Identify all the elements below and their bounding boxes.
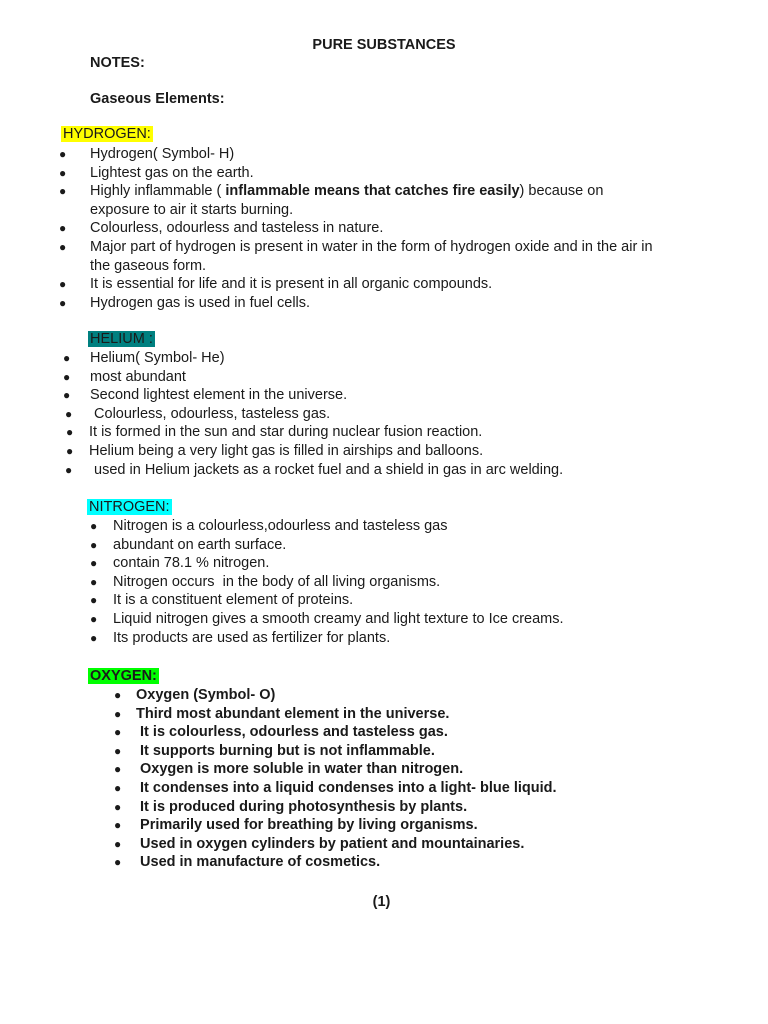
list-item: ● It is essential for life and it is present in all organic compounds. — [59, 276, 493, 293]
bullet-icon: ● — [114, 706, 122, 721]
list-item: ● Second lightest element in the universe. — [63, 387, 348, 404]
bullet-icon: ● — [66, 443, 74, 458]
bullet-icon: ● — [59, 277, 67, 292]
bullet-icon: ● — [90, 537, 98, 552]
bullet-icon: ● — [114, 743, 122, 758]
hydrogen-heading: HYDROGEN: — [63, 126, 151, 142]
bullet-icon: ● — [65, 462, 73, 477]
bullet-icon: ● — [114, 725, 122, 740]
hydrogen-list — [0, 145, 768, 312]
list-item: ● Lightest gas on the earth. — [59, 164, 254, 181]
list-item: ● Major part of hydrogen is present in water in the form of hydrogen oxide and in the air in the gaseous form. — [59, 238, 653, 274]
bullet-icon: ● — [63, 388, 71, 403]
list-item: ● Highly inflammable ( inflammable means that catches fire easily) because on exposure to air it starts burning. — [59, 183, 604, 218]
bullet-icon: ● — [114, 688, 122, 702]
list-item: ● It supports burning but is not inflammable. — [114, 742, 435, 759]
definition-emphasis: inflammable means that catches fire easily — [225, 183, 520, 200]
bullet-icon: ● — [114, 780, 122, 795]
list-item: ● Hydrogen( Symbol- H) — [59, 146, 235, 162]
list-item: ● Primarily used for breathing by living organisms. — [114, 817, 478, 834]
list-item: ● Oxygen is more soluble in water than nitrogen. — [114, 761, 464, 778]
bullet-icon: ● — [114, 836, 122, 851]
nitrogen-list — [0, 517, 768, 647]
oxygen-list — [0, 686, 768, 872]
list-item: ● It condenses into a liquid condenses into a light- blue liquid. — [114, 779, 557, 796]
bullet-icon: ● — [63, 351, 71, 365]
bullet-icon: ● — [114, 855, 122, 870]
bullet-icon: ● — [90, 630, 98, 645]
nitrogen-heading: NITROGEN: — [89, 499, 170, 515]
bullet-icon: ● — [90, 519, 98, 533]
list-item: ● It is colourless, odourless and tasteless gas. — [114, 724, 448, 741]
bullet-icon: ● — [59, 165, 67, 180]
bullet-icon: ● — [65, 406, 73, 421]
page-title: PURE SUBSTANCES — [312, 37, 456, 53]
bullet-icon: ● — [66, 425, 74, 440]
list-item: ● It is formed in the sun and star during nuclear fusion reaction. — [66, 424, 483, 441]
page-number: (1) — [372, 894, 391, 910]
bullet-icon: ● — [90, 593, 98, 608]
list-item: ● Colourless, odourless, tasteless gas. — [65, 405, 331, 422]
list-item: ● used in Helium jackets as a rocket fuel and a shield in gas in arc welding. — [65, 461, 564, 478]
list-item: ● abundant on earth surface. — [90, 536, 287, 553]
list-item: ● Used in oxygen cylinders by patient and mountainaries. — [114, 835, 525, 852]
bullet-icon: ● — [90, 574, 98, 589]
list-item: ● Colourless, odourless and tasteless in nature. — [59, 220, 384, 237]
list-item: ● Oxygen (Symbol- O) — [114, 687, 276, 703]
bullet-icon: ● — [59, 184, 67, 199]
oxygen-heading: OXYGEN: — [90, 668, 157, 684]
bullet-icon: ● — [63, 369, 71, 384]
notes-label: NOTES: — [90, 55, 145, 71]
list-item: ● Used in manufacture of cosmetics. — [114, 854, 381, 871]
list-item: ● Its products are used as fertilizer for plants. — [90, 629, 391, 646]
bullet-icon: ● — [114, 762, 122, 777]
list-item: ● It is produced during photosynthesis by plants. — [114, 798, 468, 815]
list-item: ● Third most abundant element in the universe. — [114, 705, 450, 722]
section-subheading: Gaseous Elements: — [90, 91, 225, 107]
list-item: ● Nitrogen is a colourless,odourless and tasteless gas — [90, 518, 448, 534]
list-item: ● Liquid nitrogen gives a smooth creamy and light texture to Ice creams. — [90, 610, 564, 627]
list-item: ● Helium( Symbol- He) — [63, 350, 225, 366]
bullet-icon: ● — [59, 295, 67, 310]
bullet-icon: ● — [59, 221, 67, 236]
list-item: ● Hydrogen gas is used in fuel cells. — [59, 294, 311, 311]
bullet-icon: ● — [114, 799, 122, 814]
helium-heading: HELIUM : — [90, 331, 153, 347]
list-item: ● Helium being a very light gas is filled in airships and balloons. — [66, 442, 484, 459]
list-item: ● most abundant — [63, 368, 186, 385]
bullet-icon: ● — [114, 818, 122, 833]
bullet-icon: ● — [90, 556, 98, 571]
list-item: ● contain 78.1 % nitrogen. — [90, 555, 270, 572]
list-item: ● Nitrogen occurs in the body of all living organisms. — [90, 573, 441, 590]
helium-list — [0, 349, 768, 479]
bullet-icon: ● — [59, 239, 67, 254]
list-item: ● It is a constituent element of proteins. — [90, 592, 354, 609]
bullet-icon: ● — [59, 147, 67, 161]
bullet-icon: ● — [90, 611, 98, 626]
